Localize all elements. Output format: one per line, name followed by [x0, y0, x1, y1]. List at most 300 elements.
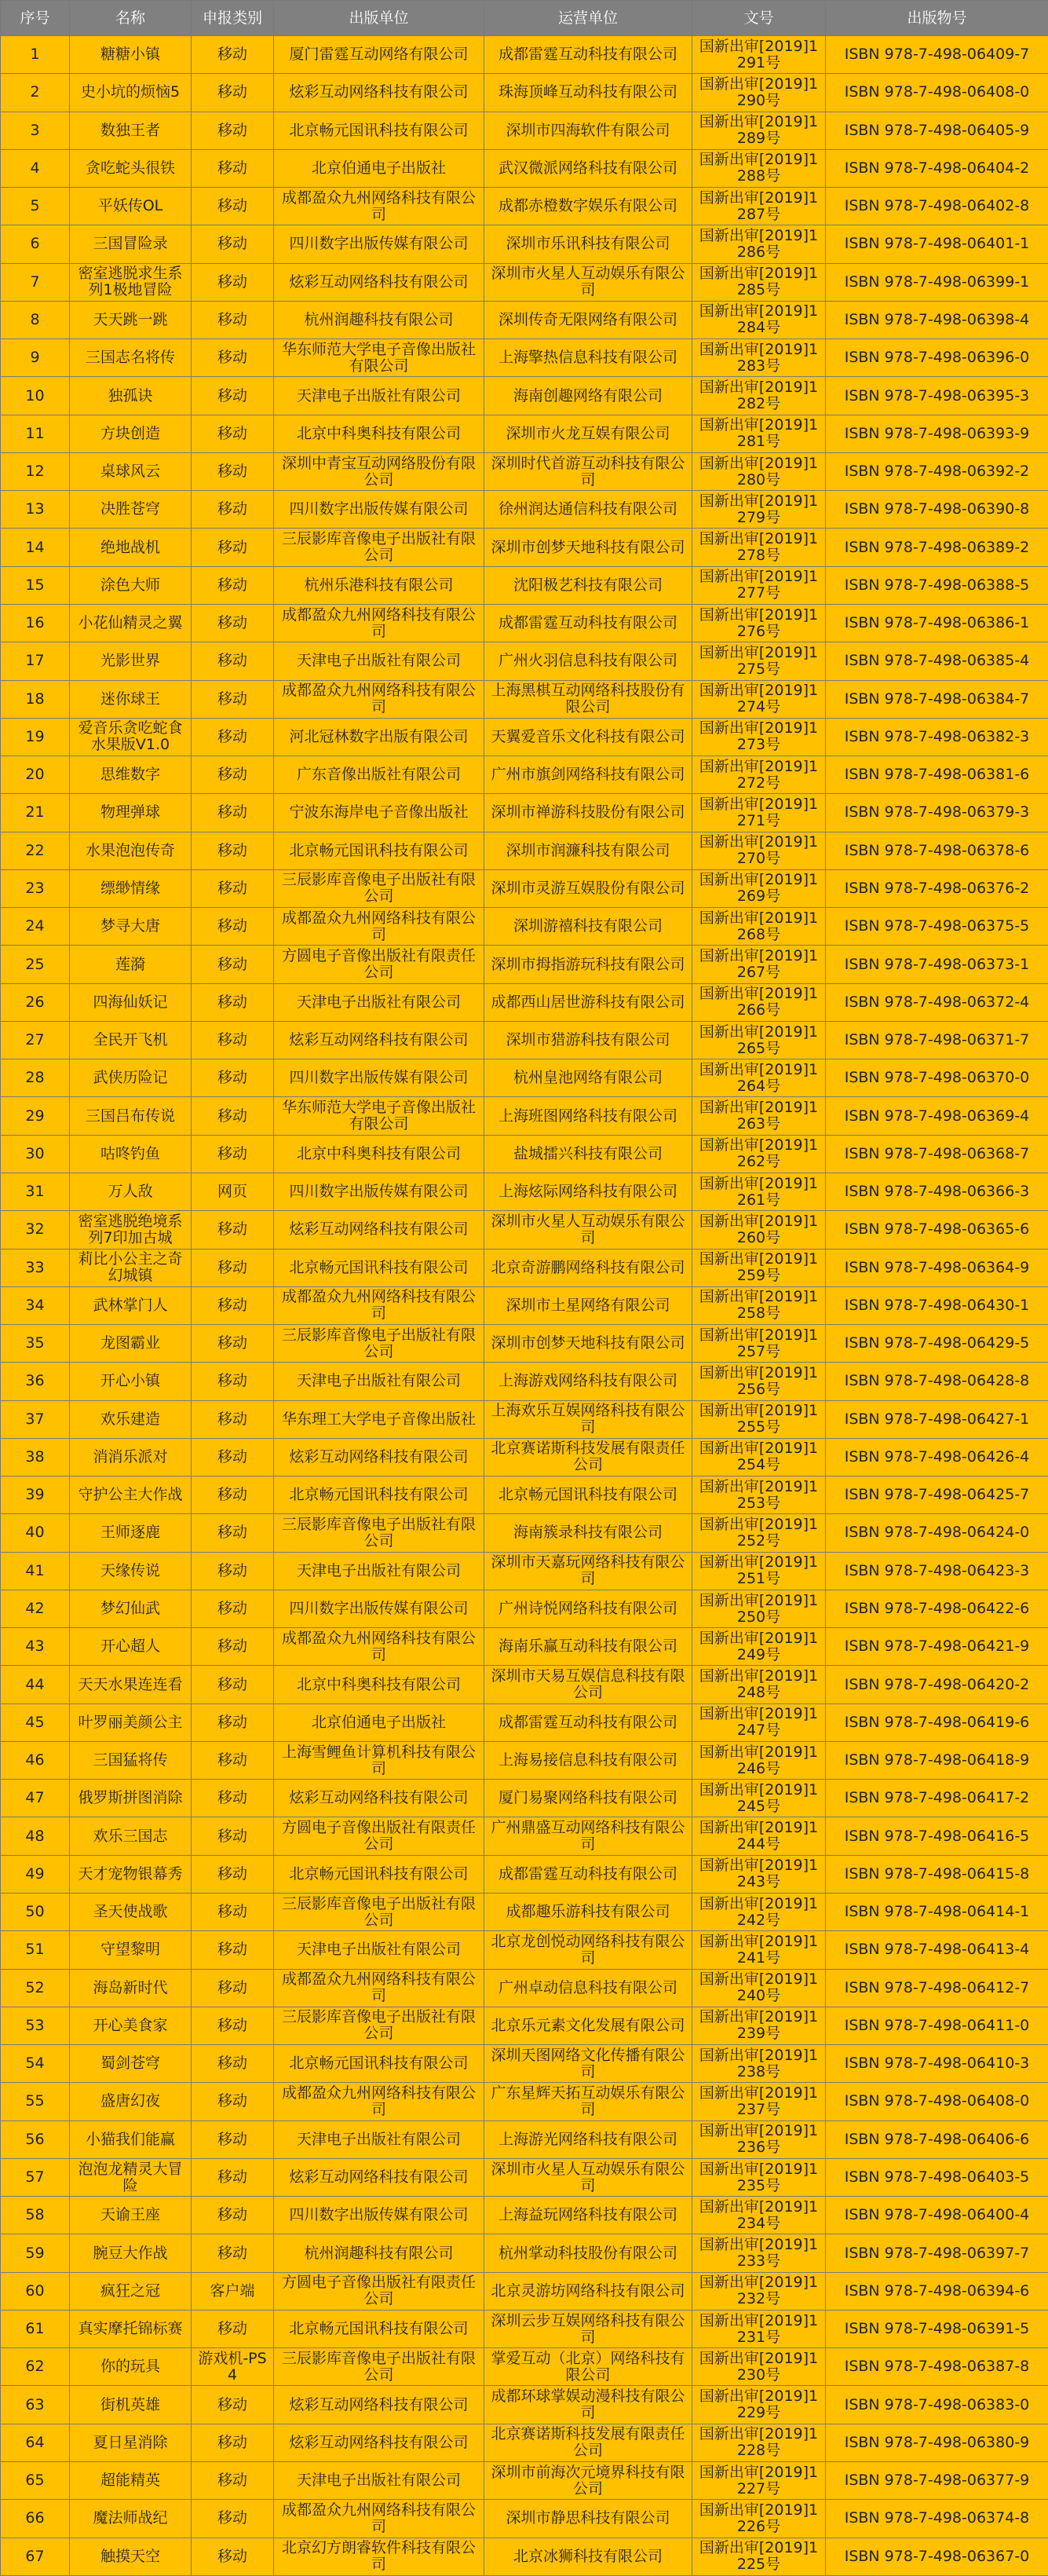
cell-text: 国新出审[2019]1266号 [699, 986, 819, 1019]
cell-text: 国新出审[2019]1245号 [699, 1781, 819, 1815]
cell-col-name [70, 1855, 192, 1893]
cell-col-publisher [274, 1059, 484, 1097]
cell-text: 北京畅元国讯科技有限公司 [289, 1259, 469, 1276]
cell-col-category [192, 2158, 274, 2196]
table-row [1, 1476, 1048, 1514]
cell-col-approval-no [692, 1590, 826, 1627]
cell-text: ISBN 978-7-498-06403-5 [844, 2169, 1030, 2186]
cell-text: 国新出审[2019]1280号 [699, 455, 819, 488]
cell-text: 上海欢乐互娱网络科技有限公司 [491, 1403, 685, 1436]
cell-text: 移动 [217, 804, 247, 821]
cell-col-index [1, 529, 70, 566]
table-row [1, 680, 1048, 718]
cell-text: 移动 [217, 2017, 247, 2034]
cell-text: 49 [25, 1865, 45, 1883]
cell-text: 37 [25, 1411, 45, 1428]
cell-text: 国新出审[2019]1236号 [699, 2123, 819, 2157]
cell-text: 北京中科奥科技有限公司 [296, 1676, 461, 1693]
cell-col-category [192, 2424, 274, 2461]
cell-col-category [192, 604, 274, 642]
cell-text: 国新出审[2019]1273号 [699, 720, 819, 754]
table-row [1, 1590, 1048, 1627]
table-row [1, 1400, 1048, 1438]
cell-text: ISBN 978-7-498-06406-6 [844, 2131, 1030, 2148]
cell-col-approval-no [692, 680, 826, 718]
cell-text: 成都盈众九州网络科技有限公司 [281, 1630, 476, 1663]
cell-col-operator [484, 339, 692, 377]
cell-col-index [1, 2348, 70, 2386]
cell-col-approval-no [692, 2500, 826, 2538]
cell-col-category [192, 1931, 274, 1969]
cell-col-isbn [826, 2120, 1048, 2158]
cell-col-name [70, 1059, 192, 1097]
cell-col-approval-no [692, 2272, 826, 2310]
cell-text: ISBN 978-7-498-06377-9 [844, 2472, 1030, 2490]
cell-text: 泡泡龙精灵大冒险 [78, 2161, 183, 2194]
cell-text: 国新出审[2019]1272号 [699, 758, 819, 792]
cell-col-name [70, 1476, 192, 1514]
cell-text: 国新出审[2019]1240号 [699, 1971, 819, 2005]
cell-col-category [192, 36, 274, 74]
cell-text: 国新出审[2019]1233号 [699, 2237, 819, 2270]
cell-col-operator [484, 983, 692, 1021]
cell-col-publisher [274, 642, 484, 680]
cell-col-index [1, 491, 70, 529]
cell-text: 三辰影库音像电子出版社有限公司 [281, 1326, 476, 1360]
cell-col-category [192, 1325, 274, 1363]
cell-col-publisher [274, 2007, 484, 2044]
cell-text: ISBN 978-7-498-06430-1 [844, 1297, 1030, 1314]
cell-col-category [192, 1438, 274, 1476]
cell-col-index [1, 983, 70, 1021]
cell-col-name [70, 1590, 192, 1627]
cell-col-index [1, 149, 70, 187]
cell-col-approval-no [692, 1703, 826, 1741]
cell-text: 国新出审[2019]1290号 [699, 75, 819, 109]
cell-col-isbn [826, 1173, 1048, 1210]
cell-text: 开心小镇 [100, 1373, 160, 1390]
table-row [1, 1969, 1048, 2007]
cell-col-name [70, 1438, 192, 1476]
cell-text: 移动 [217, 1601, 247, 1618]
cell-text: 移动 [217, 2131, 247, 2148]
cell-col-publisher [274, 1286, 484, 1324]
cell-col-index [1, 1628, 70, 1666]
cell-text: 开心超人 [100, 1638, 160, 1656]
cell-col-approval-no [692, 36, 826, 74]
cell-text: 深圳市火星人互动娱乐有限公司 [491, 265, 685, 299]
cell-text: 广州诗悦网络科技有限公司 [498, 1601, 677, 1618]
cell-col-category [192, 1249, 274, 1286]
cell-text: 王师逐鹿 [100, 1524, 160, 1542]
cell-text: 密室逃脱绝境系列7印加古城 [78, 1213, 183, 1246]
cell-text: 厦门易聚网络科技有限公司 [498, 1790, 677, 1807]
cell-col-approval-no [692, 2158, 826, 2196]
cell-text: 成都雷霆互动科技有限公司 [498, 1714, 677, 1731]
cell-text: ISBN 978-7-498-06383-0 [844, 2396, 1030, 2413]
cell-col-approval-no [692, 1021, 826, 1059]
cell-text: 北京畅元国讯科技有限公司 [498, 1487, 677, 1504]
cell-text: ISBN 978-7-498-06380-9 [844, 2434, 1030, 2451]
cell-col-publisher [274, 1628, 484, 1666]
cell-col-publisher [274, 339, 484, 377]
cell-col-isbn [826, 1969, 1048, 2007]
cell-text: 北京乐元素文化发展有限公司 [491, 2017, 685, 2034]
cell-text: 平妖传OL [97, 198, 163, 215]
cell-text: 44 [25, 1676, 45, 1693]
cell-col-category [192, 2462, 274, 2500]
cell-text: 移动 [217, 1524, 247, 1542]
cell-col-category [192, 908, 274, 946]
cell-col-name [70, 642, 192, 680]
cell-text: 深圳市火星人互动娱乐有限公司 [491, 1213, 685, 1246]
cell-text: 天津电子出版社有限公司 [296, 1373, 461, 1390]
cell-col-approval-no [692, 604, 826, 642]
cell-col-approval-no [692, 1097, 826, 1135]
header-col-name: 名称 [70, 1, 192, 36]
cell-text: 四海仙妖记 [93, 993, 168, 1011]
cell-text: 66 [25, 2510, 45, 2527]
cell-col-approval-no [692, 1476, 826, 1514]
cell-col-category [192, 1135, 274, 1173]
cell-col-isbn [826, 756, 1048, 794]
cell-col-isbn [826, 1363, 1048, 1400]
cell-text: 深圳市火龙互娱有限公司 [506, 425, 670, 442]
cell-text: 移动 [217, 2548, 247, 2565]
cell-text: 腕豆大作战 [93, 2245, 168, 2262]
cell-col-isbn [826, 718, 1048, 756]
cell-col-index [1, 2007, 70, 2044]
cell-col-publisher [274, 74, 484, 112]
cell-col-operator [484, 1476, 692, 1514]
cell-col-operator [484, 415, 692, 452]
cell-col-category [192, 1780, 274, 1817]
cell-text: 武林掌门人 [93, 1297, 168, 1314]
cell-text: 广州卓动信息科技有限公司 [498, 1979, 677, 1996]
cell-col-index [1, 869, 70, 907]
cell-col-isbn [826, 566, 1048, 604]
cell-col-isbn [826, 1741, 1048, 1779]
cell-col-operator [484, 642, 692, 680]
cell-col-approval-no [692, 339, 826, 377]
cell-col-isbn [826, 983, 1048, 1021]
cell-col-operator [484, 2083, 692, 2120]
cell-text: 方圆电子音像出版社有限责任公司 [281, 1820, 476, 1853]
cell-text: 移动 [217, 311, 247, 328]
cell-text: 国新出审[2019]1269号 [699, 872, 819, 906]
cell-text: 深圳市土星网络有限公司 [506, 1297, 670, 1314]
cell-col-index [1, 832, 70, 869]
cell-text: 国新出审[2019]1259号 [699, 1251, 819, 1285]
cell-col-isbn [826, 1590, 1048, 1627]
cell-text: 北京畅元国讯科技有限公司 [289, 1487, 469, 1504]
cell-col-isbn [826, 112, 1048, 149]
cell-text: 天才宠物银幕秀 [78, 1865, 183, 1883]
cell-col-index [1, 908, 70, 946]
cell-col-name [70, 1894, 192, 1931]
cell-text: 50 [25, 1904, 45, 1921]
cell-col-approval-no [692, 566, 826, 604]
cell-text: 深圳市天易互娱信息科技有限公司 [491, 1668, 685, 1702]
cell-col-operator [484, 1249, 692, 1286]
cell-text: 四川数字出版传媒有限公司 [289, 501, 469, 518]
cell-text: 国新出审[2019]1270号 [699, 834, 819, 868]
cell-text: 河北冠林数字出版有限公司 [289, 728, 469, 745]
cell-col-category [192, 1703, 274, 1741]
cell-col-category [192, 301, 274, 338]
cell-text: ISBN 978-7-498-06409-7 [844, 46, 1030, 64]
cell-text: 16 [25, 615, 45, 632]
cell-col-publisher [274, 112, 484, 149]
cell-text: 成都雷霆互动科技有限公司 [498, 46, 677, 64]
table-row [1, 1514, 1048, 1552]
cell-text: 深圳天图网络文化传播有限公司 [491, 2047, 685, 2080]
cell-col-publisher [274, 2538, 484, 2575]
cell-text: 国新出审[2019]1231号 [699, 2312, 819, 2346]
cell-col-operator [484, 2234, 692, 2272]
cell-text: 三辰影库音像电子出版社有限公司 [281, 1895, 476, 1929]
cell-text: 迷你球王 [100, 690, 160, 708]
cell-col-operator [484, 1894, 692, 1931]
cell-col-publisher [274, 1855, 484, 1893]
cell-col-isbn [826, 832, 1048, 869]
header-col-operator: 运营单位 [484, 1, 692, 36]
cell-col-approval-no [692, 1894, 826, 1931]
cell-col-isbn [826, 680, 1048, 718]
cell-col-approval-no [692, 2197, 826, 2234]
cell-text: 超能精英 [100, 2472, 160, 2490]
cell-text: 宁波东海岸电子音像出版社 [289, 804, 469, 821]
cell-text: 万人敌 [108, 1184, 153, 1201]
cell-text: ISBN 978-7-498-06415-8 [844, 1865, 1030, 1883]
cell-col-index [1, 2158, 70, 2196]
cell-text: 国新出审[2019]1267号 [699, 948, 819, 981]
cell-text: 国新出审[2019]1289号 [699, 114, 819, 148]
cell-col-index [1, 680, 70, 718]
cell-col-operator [484, 2120, 692, 2158]
cell-text: 杭州掌动科技股份有限公司 [498, 2245, 677, 2262]
cell-text: 梦寻大唐 [100, 918, 160, 935]
cell-col-approval-no [692, 377, 826, 415]
cell-text: 深圳游禧科技有限公司 [513, 918, 663, 935]
cell-col-isbn [826, 604, 1048, 642]
cell-text: 盐城擂兴科技有限公司 [513, 1145, 663, 1162]
cell-col-name [70, 718, 192, 756]
cell-text: 天缘传说 [100, 1562, 160, 1579]
cell-col-name [70, 2158, 192, 2196]
cell-text: 小猫我们能赢 [85, 2131, 175, 2148]
cell-text: 国新出审[2019]1225号 [699, 2540, 819, 2574]
cell-text: 天津电子出版社有限公司 [296, 1941, 461, 1959]
cell-col-publisher [274, 1021, 484, 1059]
cell-text: 34 [25, 1297, 45, 1314]
table-row [1, 2234, 1048, 2272]
cell-text: 国新出审[2019]1226号 [699, 2501, 819, 2535]
cell-col-isbn [826, 1059, 1048, 1097]
cell-text: ISBN 978-7-498-06404-2 [844, 159, 1030, 177]
cell-text: 移动 [217, 880, 247, 897]
cell-text: 移动 [217, 1752, 247, 1769]
cell-col-operator [484, 756, 692, 794]
cell-text: ISBN 978-7-498-06376-2 [844, 880, 1030, 897]
cell-col-publisher [274, 2500, 484, 2538]
cell-col-name [70, 604, 192, 642]
table-row [1, 1021, 1048, 1059]
cell-text: 移动 [217, 122, 247, 139]
cell-col-name [70, 1211, 192, 1249]
cell-text: 移动 [217, 1373, 247, 1390]
cell-col-index [1, 452, 70, 490]
cell-col-publisher [274, 869, 484, 907]
cell-col-operator [484, 1703, 692, 1741]
cell-text: 移动 [217, 1448, 247, 1465]
cell-text: 国新出审[2019]1244号 [699, 1820, 819, 1853]
cell-col-publisher [274, 1552, 484, 1590]
cell-text: 40 [25, 1524, 45, 1542]
cell-text: 炫彩互动网络科技有限公司 [289, 1790, 469, 1807]
cell-text: 国新出审[2019]1246号 [699, 1744, 819, 1777]
cell-text: ISBN 978-7-498-06416-5 [844, 1828, 1030, 1845]
cell-text: 移动 [217, 425, 247, 442]
cell-col-index [1, 1817, 70, 1855]
cell-col-name [70, 2045, 192, 2083]
cell-col-publisher [274, 149, 484, 187]
cell-col-operator [484, 2500, 692, 2538]
cell-text: 移动 [217, 1790, 247, 1807]
cell-text: 国新出审[2019]1271号 [699, 796, 819, 829]
cell-text: 广州火羽信息科技有限公司 [498, 653, 677, 670]
cell-text: 24 [25, 918, 45, 935]
cell-col-category [192, 946, 274, 983]
cell-text: 上海游戏网络科技有限公司 [498, 1373, 677, 1390]
table-row [1, 832, 1048, 869]
cell-col-name [70, 794, 192, 832]
cell-col-category [192, 339, 274, 377]
cell-text: 15 [25, 576, 45, 594]
cell-col-approval-no [692, 1249, 826, 1286]
cell-col-operator [484, 1173, 692, 1210]
table-row [1, 112, 1048, 149]
cell-col-operator [484, 869, 692, 907]
cell-text: ISBN 978-7-498-06387-8 [844, 2358, 1030, 2376]
cell-text: 13 [25, 501, 45, 518]
table-row [1, 2197, 1048, 2234]
cell-col-category [192, 1894, 274, 1931]
table-row [1, 377, 1048, 415]
cell-col-index [1, 2272, 70, 2310]
cell-col-name [70, 1628, 192, 1666]
cell-text: ISBN 978-7-498-06424-0 [844, 1524, 1030, 1542]
cell-col-isbn [826, 36, 1048, 74]
cell-text: 杭州皇池网络有限公司 [513, 1070, 663, 1087]
cell-col-name [70, 2234, 192, 2272]
table-row [1, 718, 1048, 756]
cell-text: 三辰影库音像电子出版社有限公司 [281, 1516, 476, 1550]
cell-text: 上海游光网络科技有限公司 [498, 2131, 677, 2148]
cell-text: 移动 [217, 576, 247, 594]
cell-col-category [192, 377, 274, 415]
cell-col-index [1, 301, 70, 338]
cell-col-approval-no [692, 2045, 826, 2083]
cell-col-name [70, 1173, 192, 1210]
cell-text: 成都盈众九州网络科技有限公司 [281, 1289, 476, 1323]
cell-text: 移动 [217, 1335, 247, 1352]
table-row [1, 1628, 1048, 1666]
table-row [1, 1741, 1048, 1779]
cell-col-operator [484, 1666, 692, 1703]
cell-col-isbn [826, 149, 1048, 187]
cell-col-name [70, 452, 192, 490]
cell-text: 国新出审[2019]1255号 [699, 1403, 819, 1436]
cell-text: ISBN 978-7-498-06402-8 [844, 198, 1030, 215]
cell-text: 26 [25, 993, 45, 1011]
cell-text: 国新出审[2019]1264号 [699, 1061, 819, 1095]
cell-col-name [70, 491, 192, 529]
cell-text: 触摸天空 [100, 2548, 160, 2565]
cell-text: 天天水果连连看 [78, 1676, 183, 1693]
cell-col-operator [484, 1514, 692, 1552]
cell-col-name [70, 2310, 192, 2347]
cell-col-category [192, 718, 274, 756]
cell-text: 三辰影库音像电子出版社有限公司 [281, 531, 476, 565]
cell-text: 盛唐幻夜 [100, 2093, 160, 2110]
cell-col-approval-no [692, 112, 826, 149]
cell-text: 全民开飞机 [93, 1032, 168, 1049]
cell-text: 国新出审[2019]1274号 [699, 682, 819, 716]
cell-text: 移动 [217, 349, 247, 367]
cell-text: 国新出审[2019]1284号 [699, 303, 819, 337]
cell-text: 国新出审[2019]1253号 [699, 1478, 819, 1512]
cell-text: 25 [25, 956, 45, 973]
cell-text: ISBN 978-7-498-06423-3 [844, 1562, 1030, 1579]
cell-text: 移动 [217, 2434, 247, 2451]
cell-col-name [70, 680, 192, 718]
cell-text: 国新出审[2019]1263号 [699, 1100, 819, 1133]
table-row [1, 2272, 1048, 2310]
table-row [1, 415, 1048, 452]
cell-col-approval-no [692, 1514, 826, 1552]
table-row [1, 1249, 1048, 1286]
cell-col-publisher [274, 2348, 484, 2386]
table-row [1, 2538, 1048, 2575]
cell-col-operator [484, 1021, 692, 1059]
cell-text: 国新出审[2019]1288号 [699, 152, 819, 185]
cell-col-isbn [826, 301, 1048, 338]
cell-col-index [1, 718, 70, 756]
cell-text: ISBN 978-7-498-06373-1 [844, 956, 1030, 973]
cell-col-publisher [274, 1363, 484, 1400]
cell-text: 深圳市润濂科技有限公司 [506, 842, 670, 859]
table-row [1, 1780, 1048, 1817]
cell-col-approval-no [692, 1135, 826, 1173]
cell-text: 30 [25, 1145, 45, 1162]
cell-col-publisher [274, 377, 484, 415]
cell-text: 12 [25, 463, 45, 481]
cell-text: 守望黎明 [100, 1941, 160, 1959]
header-col-category: 申报类别 [192, 1, 274, 36]
cell-text: 四川数字出版传媒有限公司 [289, 2207, 469, 2224]
cell-text: 移动 [217, 463, 247, 481]
cell-text: 国新出审[2019]1275号 [699, 644, 819, 678]
cell-col-approval-no [692, 2386, 826, 2424]
cell-col-isbn [826, 1514, 1048, 1552]
cell-text: ISBN 978-7-498-06398-4 [844, 311, 1030, 328]
cell-col-publisher [274, 2083, 484, 2120]
cell-col-operator [484, 2007, 692, 2044]
cell-col-operator [484, 377, 692, 415]
table-row [1, 1666, 1048, 1703]
table-row [1, 794, 1048, 832]
